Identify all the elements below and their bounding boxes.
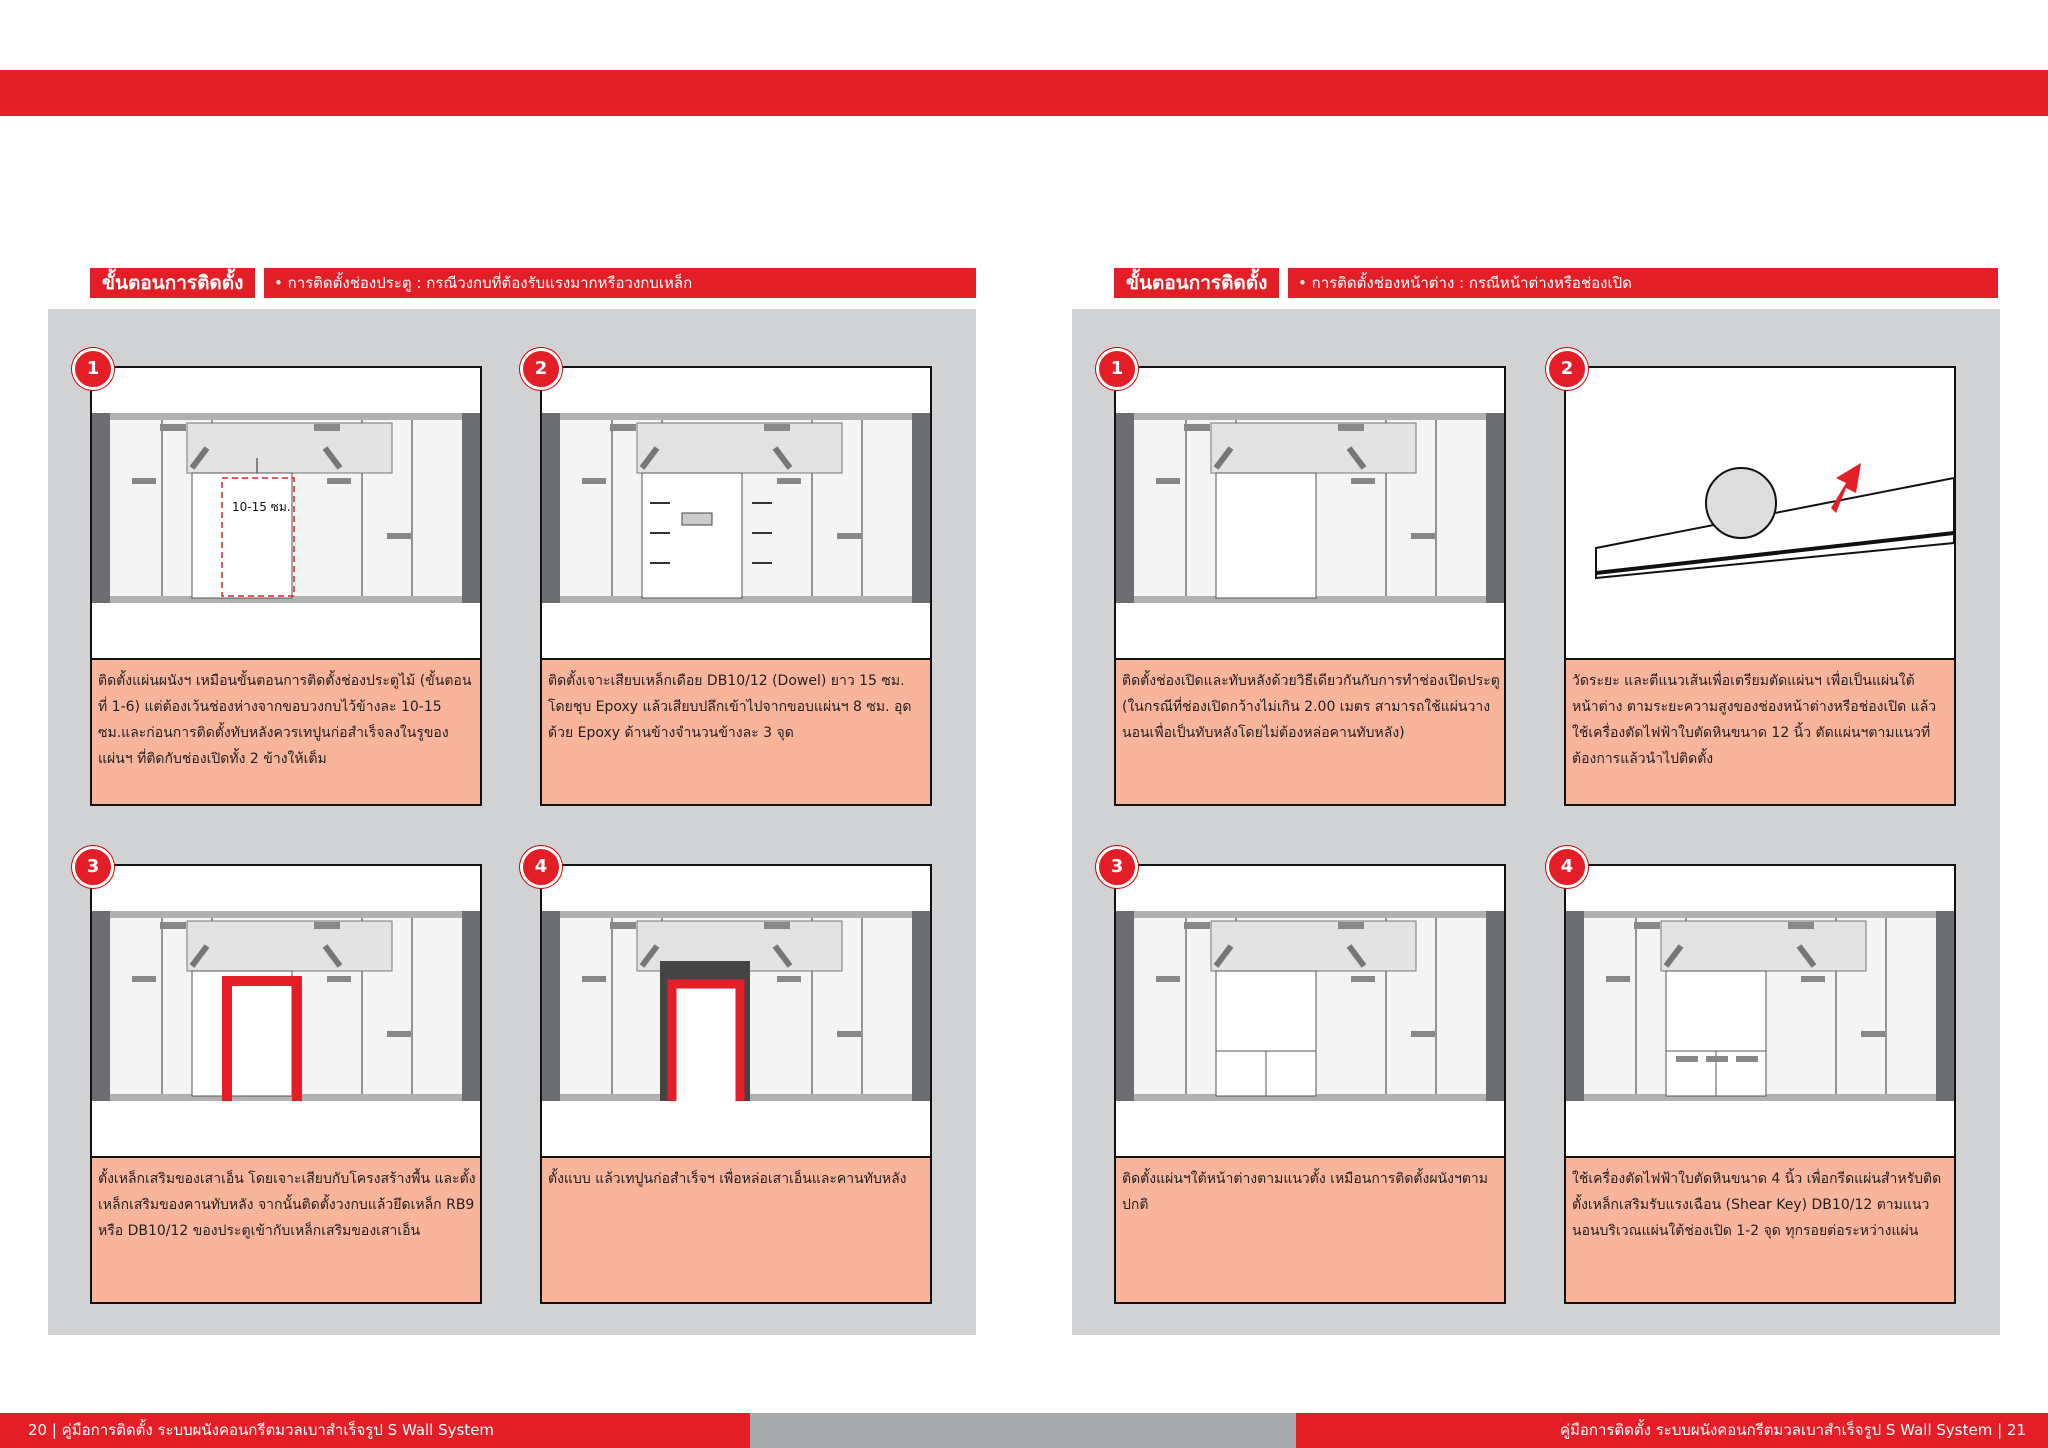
step-illustration [1566,866,1954,1158]
step-number-badge: 2 [520,348,562,390]
right-step-2 [1564,366,1956,806]
step-illustration [92,866,480,1158]
footer-left: 20 | คู่มือการติดตั้ง ระบบผนังคอนกรีตมวลเบาสำเร็จรูป S Wall System [0,1413,750,1448]
step-number-badge: 4 [1546,846,1588,888]
step-description: ใช้เครื่องตัดไฟฟ้าใบตัดหินขนาด 4 นิ้ว เพื่อกรีดแผ่นสำหรับติดตั้งเหล็กเสริมรับแรงเฉือน (Shear Key) DB10/12 ตามแนวนอนบริเวณแผ่นใต้ช่องเปิด 1-2 จุด ทุกรอยต่อระหว่างแผ่น [1572,1171,1942,1239]
section-title-left: ขั้นตอนการติดตั้ง [90,268,255,298]
step-illustration [92,368,480,660]
step-illustration [1116,866,1504,1158]
section-title-right: ขั้นตอนการติดตั้ง [1114,268,1279,298]
step-illustration [1566,368,1954,660]
step-description: ติดตั้งช่องเปิดและทับหลังด้วยวิธีเดียวกันกับการทำช่องเปิดประตู (ในกรณีที่ช่องเปิดกว้างไม่เกิน 2.00 เมตร สามารถใช้แผ่นวางนอนเพื่อเป็นทับหลังโดยไม่ต้องหล่อคานทับหลัง) [1122,673,1500,741]
step-illustration [542,368,930,660]
step-description: ตั้งแบบ แล้วเทปูนก่อสำเร็จฯ เพื่อหล่อเสาเอ็นและคานทับหลัง [548,1171,907,1187]
step-number-badge: 4 [520,846,562,888]
left-step-4 [540,864,932,1304]
footer-right: คู่มือการติดตั้ง ระบบผนังคอนกรีตมวลเบาสำเร็จรูป S Wall System | 21 [1296,1413,2048,1448]
top-brand-bar [0,70,2048,116]
step-number-badge: 3 [1096,846,1138,888]
step-description: วัดระยะ และตีแนวเส้นเพื่อเตรียมตัดแผ่นฯ เพื่อเป็นแผ่นใต้หน้าต่าง ตามระยะความสูงของช่องหน้าต่างหรือช่องเปิด แล้วใช้เครื่องตัดไฟฟ้าใบตัดหินขนาด 12 นิ้ว ตัดแผ่นฯตามแนวที่ต้องการแล้วนำไปติดตั้ง [1572,673,1937,767]
right-step-3 [1114,864,1506,1304]
left-step-2 [540,366,932,806]
step-illustration [1116,368,1504,660]
step-description: ติดตั้งแผ่นฯใต้หน้าต่างตามแนวตั้ง เหมือนการติดตั้งผนังฯตามปกติ [1122,1171,1489,1213]
step-description: ตั้งเหล็กเสริมของเสาเอ็น โดยเจาะเสียบกับโครงสร้างพื้น และตั้งเหล็กเสริมของคานทับหลัง จากนั้นติดตั้งวงกบแล้วยึดเหล็ก RB9 หรือ DB10/12 ของประตูเข้ากับเหล็กเสริมของเสาเอ็น [98,1171,476,1239]
left-step-1 [90,366,482,806]
step-illustration [542,866,930,1158]
step-description: ติดตั้งแผ่นผนังฯ เหมือนขั้นตอนการติดตั้งช่องประตูไม้ (ขั้นตอนที่ 1-6) แต่ต้องเว้นช่องห่างจากขอบวงกบไว้ข้างละ 10-15 ซม.และก่อนการติดตั้งทับหลังควรเทปูนก่อสำเร็จลงในรูของแผ่นฯ ที่ติดกับช่องเปิดทั้ง 2 ข้างให้เต็ม [98,673,472,767]
gap-annotation: 10-15 ซม. [232,500,291,514]
subtitle-left: • การติดตั้งช่องประตู : กรณีวงกบที่ต้องรับแรงมากหรือวงกบเหล็ก [264,268,976,298]
step-number-badge: 1 [72,348,114,390]
step-number-badge: 1 [1096,348,1138,390]
subtitle-right: • การติดตั้งช่องหน้าต่าง : กรณีหน้าต่างหรือช่องเปิด [1288,268,1998,298]
left-step-3 [90,864,482,1304]
step-description: ติดตั้งเจาะเสียบเหล็กเดือย DB10/12 (Dowel) ยาว 15 ซม. โดยชุบ Epoxy แล้วเสียบปลึกเข้าไปจากขอบแผ่นฯ 8 ซม. อุดด้วย Epoxy ด้านข้างจำนวนข้างละ 3 จุด [548,673,912,741]
right-step-4 [1564,864,1956,1304]
step-number-badge: 2 [1546,348,1588,390]
right-step-1 [1114,366,1506,806]
footer-gray-band [750,1413,1296,1448]
step-number-badge: 3 [72,846,114,888]
